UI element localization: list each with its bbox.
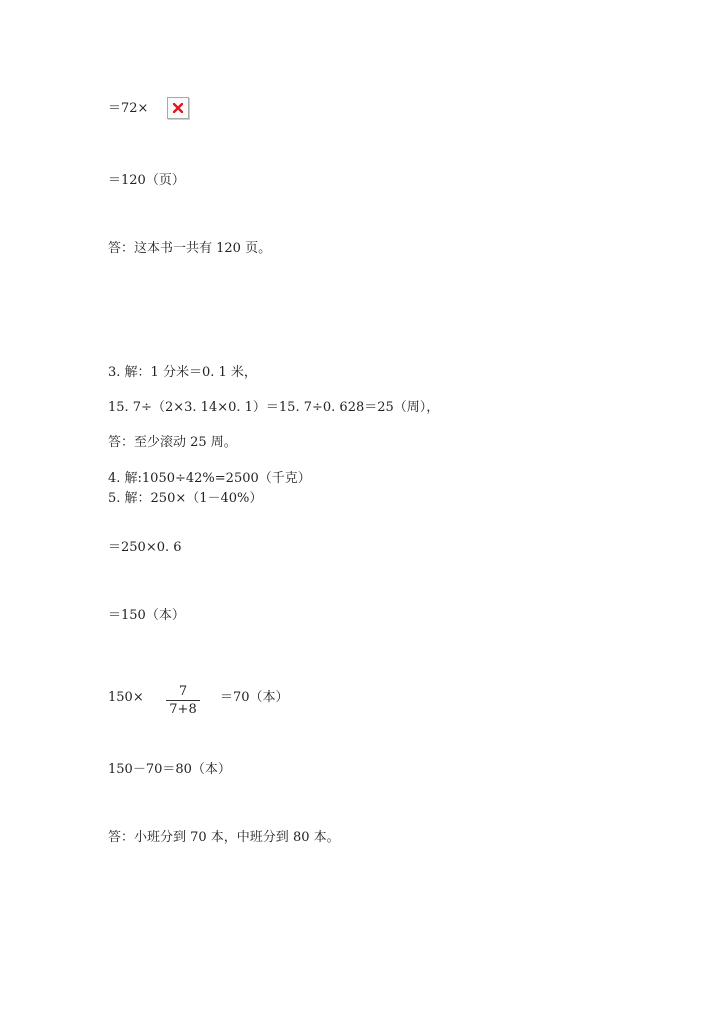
solution-5-line-4-suffix: ＝70（本） bbox=[220, 690, 289, 705]
solution-5-line-5: 150－70＝80（本） bbox=[108, 762, 231, 777]
solution-5-line-4-prefix: 150× bbox=[108, 690, 144, 705]
broken-image bbox=[167, 97, 189, 119]
equation-line-1: ＝72× bbox=[108, 101, 149, 116]
fraction-denominator: 7+8 bbox=[169, 702, 197, 717]
solution-3-line-1: 3. 解：1 分米＝0. 1 米， bbox=[108, 365, 257, 380]
equation-line-2: ＝120（页） bbox=[108, 173, 185, 188]
fraction bbox=[166, 684, 200, 717]
solution-5-line-3: ＝150（本） bbox=[108, 608, 185, 623]
solution-5-line-2: ＝250×0. 6 bbox=[108, 540, 182, 555]
answer-line-2: 答：至少滚动 25 周。 bbox=[108, 435, 237, 450]
answer-line-1: 答：这本书一共有 120 页。 bbox=[108, 241, 272, 256]
fraction-bar bbox=[166, 700, 200, 701]
solution-5-line-1: 5. 解：250×（1－40%） bbox=[108, 491, 263, 506]
solution-4-line: 4. 解:1050÷42%=2500（千克） bbox=[108, 471, 311, 486]
fraction-numerator: 7 bbox=[178, 684, 188, 699]
answer-line-3: 答：小班分到 70 本，中班分到 80 本。 bbox=[108, 830, 340, 845]
solution-3-line-2: 15. 7÷（2×3. 14×0. 1）＝15. 7÷0. 628＝25（周）， bbox=[108, 400, 440, 415]
red-x-icon bbox=[173, 103, 183, 113]
